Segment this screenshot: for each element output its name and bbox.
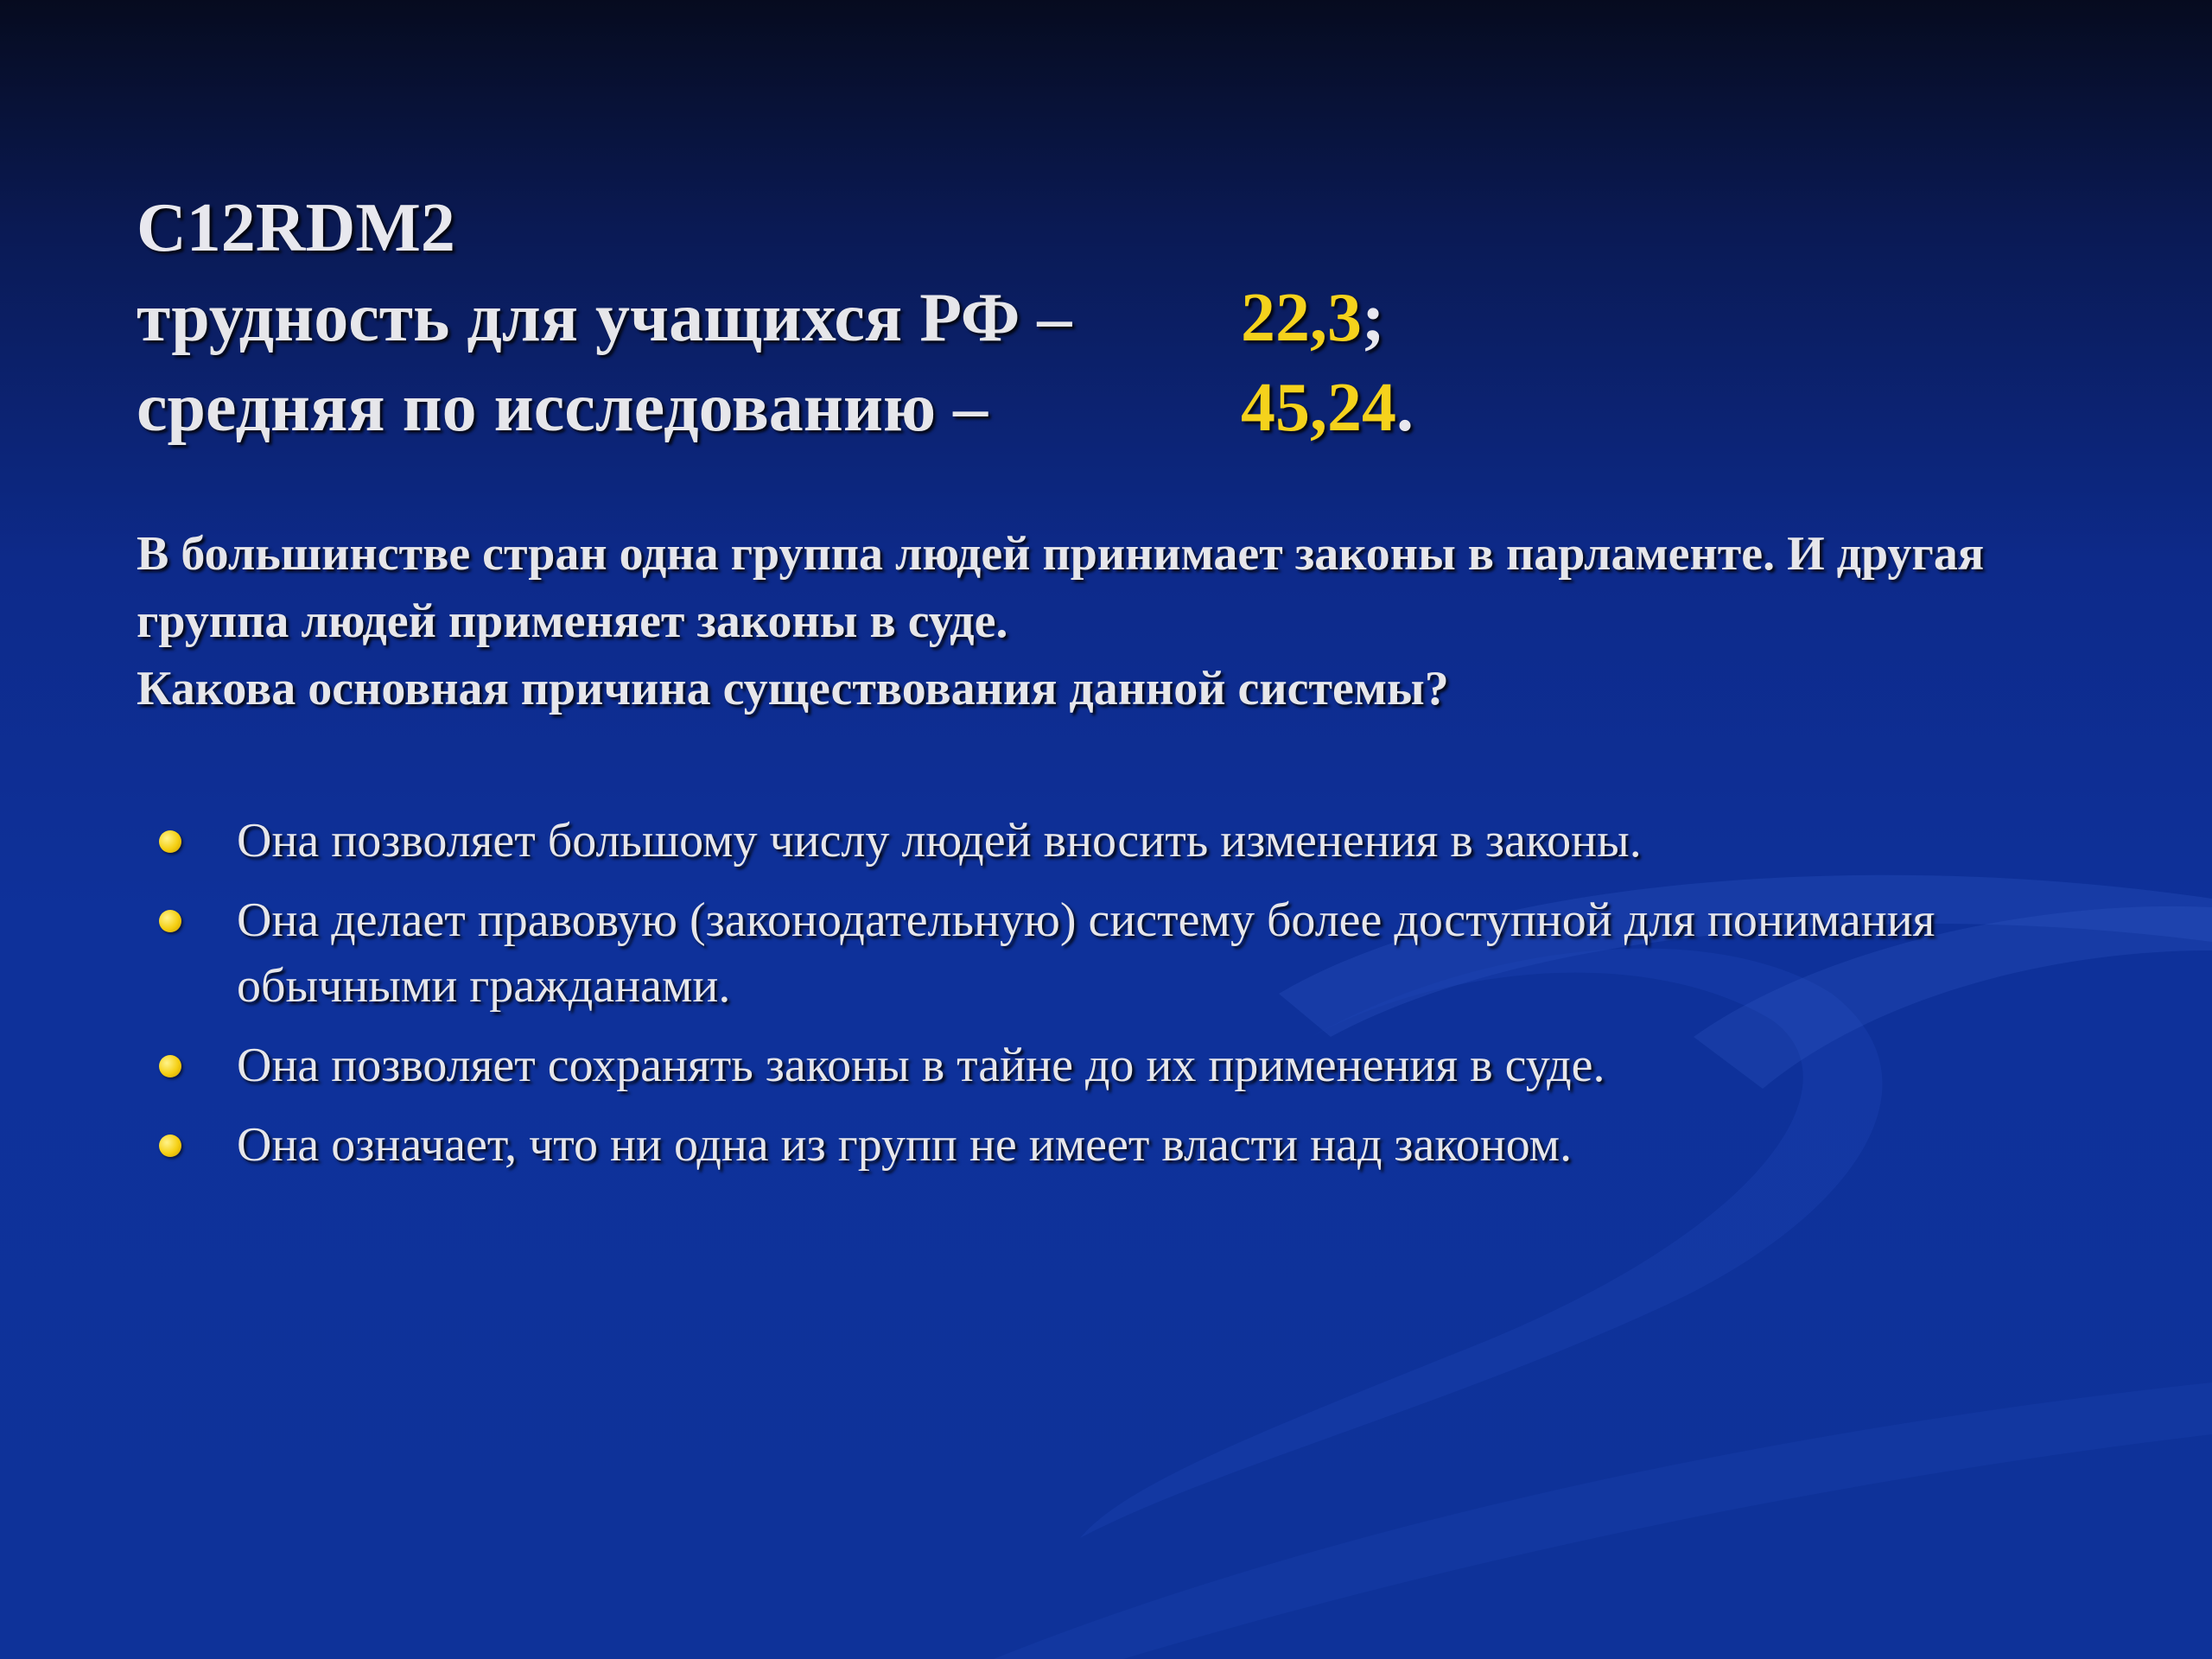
stat-number: 45,24: [1241, 370, 1396, 446]
answer-option: [137, 1033, 2081, 1098]
task-code: C12RDM2: [137, 190, 455, 266]
answer-option: [137, 808, 2081, 874]
stat-label: средняя по исследованию –: [137, 370, 988, 446]
bullet-icon: [159, 910, 181, 932]
answer-option: [137, 1112, 2081, 1178]
stat-row-russia: [137, 273, 2124, 363]
question-text: [137, 520, 2107, 722]
bullet-icon: [159, 1055, 181, 1077]
answer-option-text: Она позволяет сохранять законы в тайне до их применения в суде.: [237, 1039, 1605, 1092]
bullet-icon: [159, 830, 181, 853]
answer-option-text: Она позволяет большому числу людей вносить изменения в законы.: [237, 814, 1642, 868]
question-prompt: Какова основная причина существования данной системы?: [137, 662, 1449, 715]
stat-label: трудность для учащихся РФ –: [137, 280, 1072, 356]
stat-value-group: [1241, 363, 1414, 453]
question-context: В большинстве стран одна группа людей принимает законы в парламенте. И другая группа людей применяет законы в суде.: [137, 527, 1985, 648]
bullet-icon: [159, 1135, 181, 1157]
stat-number: 22,3: [1241, 280, 1362, 356]
answer-option-text: Она означает, что ни одна из групп не имеет власти над законом.: [237, 1118, 1573, 1172]
stat-punctuation: .: [1396, 370, 1414, 446]
stat-value-group: [1241, 273, 1385, 363]
answer-options-list: [137, 808, 2081, 1192]
answer-option-text: Она делает правовую (законодательную) систему более доступной для понимания обычными гражданами.: [237, 893, 1936, 1013]
stat-row-average: [137, 363, 2124, 453]
slide-header: [137, 183, 2124, 453]
answer-option: [137, 887, 2081, 1019]
stat-punctuation: ;: [1362, 280, 1385, 356]
